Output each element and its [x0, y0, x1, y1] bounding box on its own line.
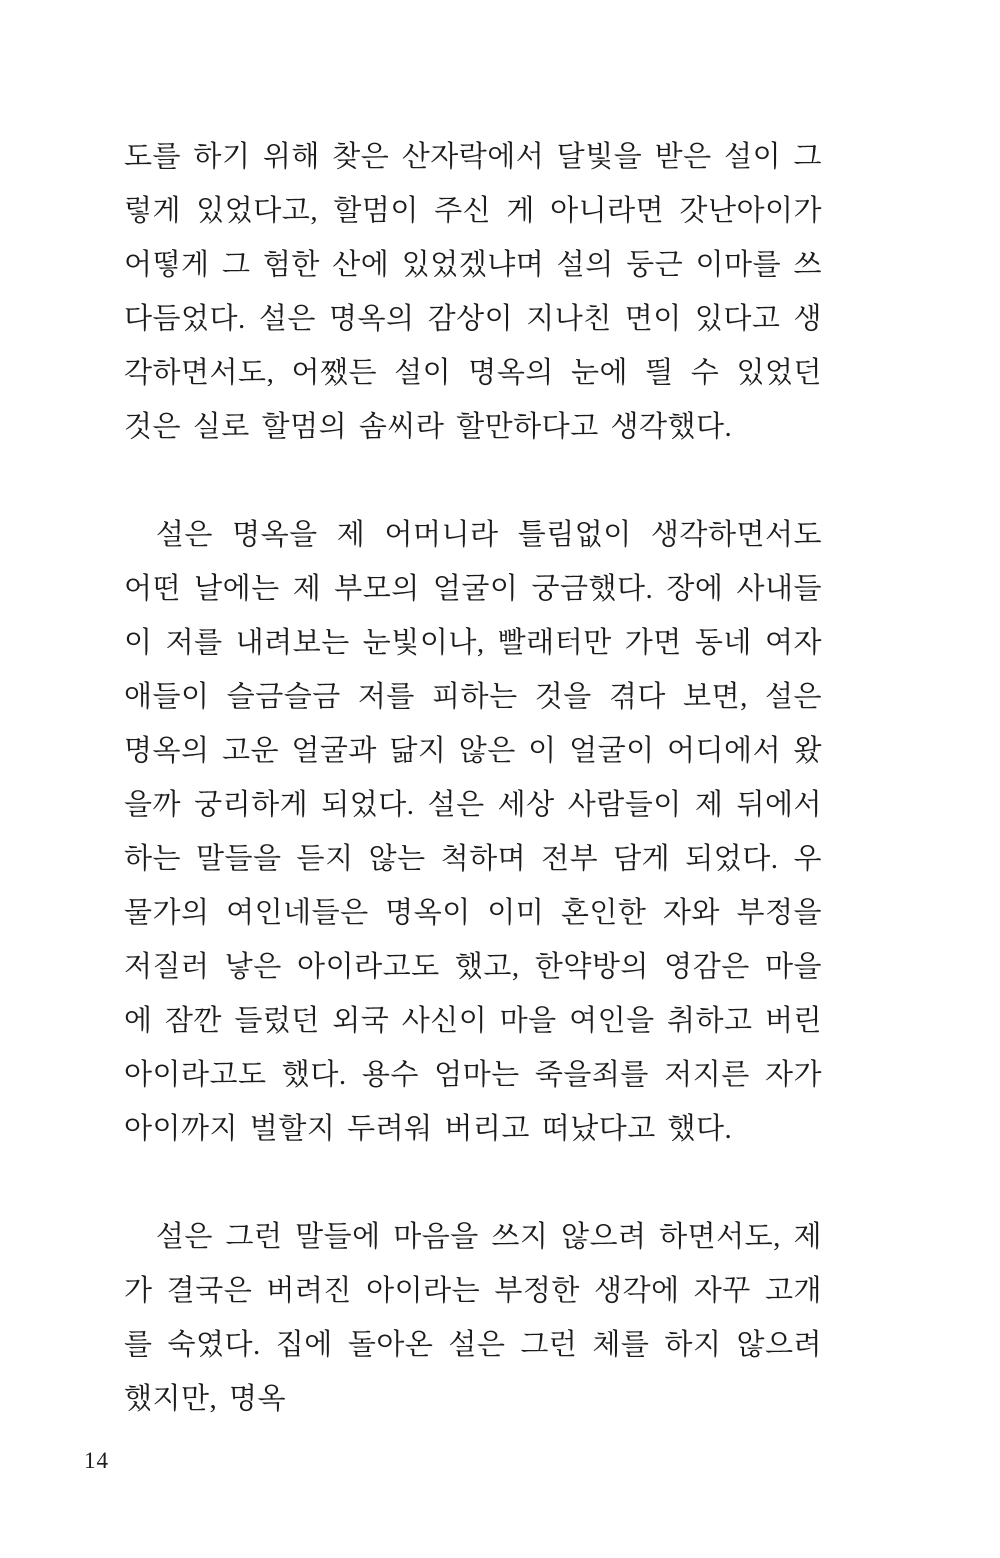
paragraph: 설은 그런 말들에 마음을 쓰지 않으려 하면서도, 제가 결국은 버려진 아이라는 부정한 생각에 자꾸 고개를 숙였다. 집에 돌아온 설은 그런 체를 하지 않으려 했지만, 명옥 [124, 1221, 822, 1415]
body-text [124, 130, 822, 1426]
paragraph: 도를 하기 위해 찾은 산자락에서 달빛을 받은 설이 그렇게 있었다고, 할멈이 주신 게 아니라면 갓난아이가 어떻게 그 험한 산에 있었겠냐며 설의 둥근 이마를 쓰다듬었다. 설은 명옥의 감상이 지나친 면이 있다고 생각하면서도, 어쨌든 설이 명옥의 눈에 띌 수 있었던 것은 실로 할멈의 솜씨라 할만하다고 생각했다. [124, 141, 822, 443]
paragraph: 설은 명옥을 제 어머니라 틀림없이 생각하면서도 어떤 날에는 제 부모의 얼굴이 궁금했다. 장에 사내들이 저를 내려보는 눈빛이나, 빨래터만 가면 동네 여자애들이 슬금슬금 저를 피하는 것을 겪다 보면, 설은 명옥의 고운 얼굴과 닮지 않은 이 얼굴이 어디에서 왔을까 궁리하게 되었다. 설은 세상 사람들이 제 뒤에서 하는 말들을 듣지 않는 척하며 전부 담게 되었다. 우물가의 여인네들은 명옥이 이미 혼인한 자와 부정을 저질러 낳은 아이라고도 했고, 한약방의 영감은 마을에 잠깐 들렀던 외국 사신이 마을 여인을 취하고 버린 아이라고도 했다. 용수 엄마는 죽을죄를 저지른 자가 아이까지 벌할지 두려워 버리고 떠났다고 했다. [124, 519, 822, 1145]
page-number: 14 [84, 1448, 109, 1473]
